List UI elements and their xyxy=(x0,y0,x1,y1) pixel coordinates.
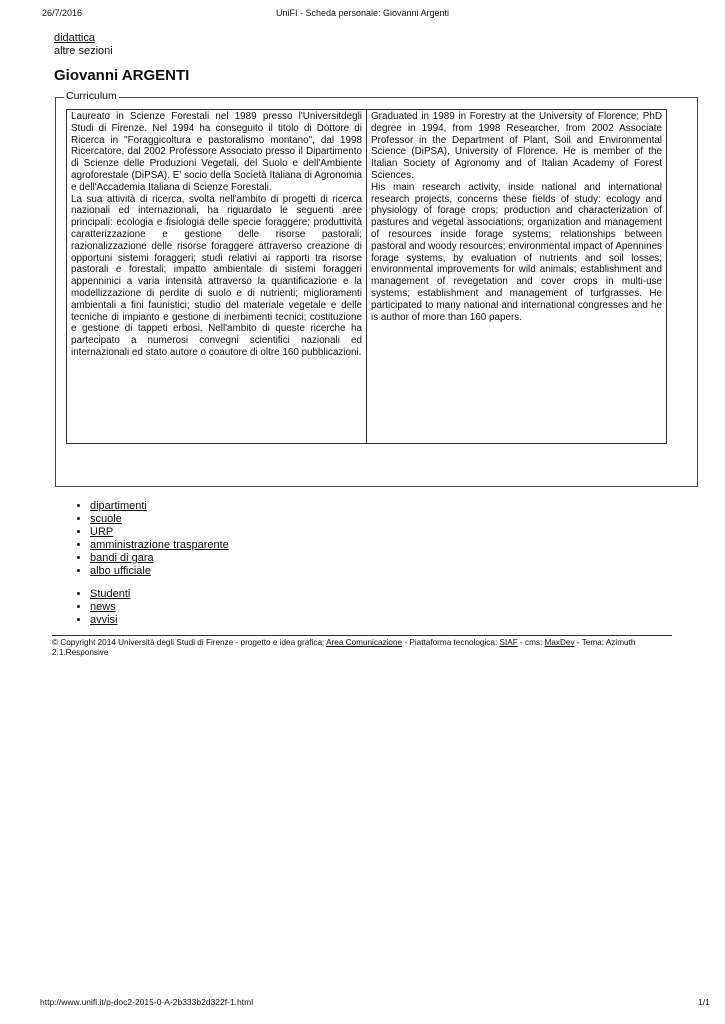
person-name: Giovanni ARGENTI xyxy=(54,67,190,84)
curriculum-italian-cell xyxy=(67,110,367,443)
footer-divider xyxy=(52,635,672,636)
altre-sezioni-label: altre sezioni xyxy=(54,45,113,57)
nav-item-studenti xyxy=(90,588,130,601)
nav-item-news xyxy=(90,601,130,614)
nav-link-amministrazione-trasparente[interactable]: amministrazione trasparente xyxy=(90,539,229,551)
print-page-number: 1/1 xyxy=(698,997,710,1007)
primary-nav-list xyxy=(74,500,229,578)
footer-link-area-comunicazione[interactable]: Area Comunicazione xyxy=(326,638,403,647)
nav-link-albo-ufficiale[interactable]: albo ufficiale xyxy=(90,565,151,577)
copyright-footer xyxy=(52,638,677,658)
curriculum-italian-paragraph-2: La sua attività di ricerca, svolta nell'ambito di progetti di ricerca nazionali ed internazionali, ha riguardato le seguenti aree principali: ecologia e fisiologia delle specie foraggere; produttività caratterizzazione e gestione delle risorse pastorali; razionalizzazione delle risorse foraggere attraverso creazione di opportuni sistemi foraggeri; studi relativi ai rapporti tra risorse pastorali e forestali; impatto ambientale di sistemi foraggeri appenninici a varia intensità attraverso la quantificazione e la modellizzazione di perdite di suolo e di nutrienti; miglioramenti ambientali a fini faunistici; studio del materiale vegetale e delle tecniche di impianto e gestione di inerbimenti tecnici; costituzione e gestione di tappeti erbosi. Nell'ambito di queste ricerche ha partecipato a numerosi convegni scientifici nazionali ed internazionali ed stato autore o coautore di oltre 160 pubblicazioni. xyxy=(71,193,362,358)
footer-mid-text-1: - Piattaforma tecnologica: xyxy=(402,638,500,647)
curriculum-english-paragraph-1: Graduated in 1989 in Forestry at the University of Florence; PhD degree in 1994, from 1998 Researcher, from 2002 Associate Professor in the Department of Plant, Soil and Environmental Science (DiPSA), University of Florence. He is member of the Italian Society of Agronomy and of Italian Academy of Forest Sciences. xyxy=(371,111,662,181)
footer-prefix-text: © Copyright 2014 Università degli Studi di Firenze - progetto e idea grafica: xyxy=(52,638,327,647)
footer-mid-text-2: - cms: xyxy=(517,638,545,647)
curriculum-english-paragraph-2: His main research activity, inside national and international research projects, concerns these fields of study: ecology and physiology of forage crops; production and characterization of pastures and vegetal associations; organization and management of resources inside forage systems; relationships between pastoral and woody resources; environmental impact of Apennines forage systems, by evaluation of nutrients and soil losses; environmental improvements for wild animals; establishment and management of revegetation and cover crops in multi-use systems; establishment and management of turfgrasses. He participated to many national and international congresses and he is author of more than 160 papers. xyxy=(371,181,662,323)
curriculum-english-cell xyxy=(367,110,666,443)
nav-item-scuole xyxy=(90,513,229,526)
curriculum-table xyxy=(66,109,667,444)
curriculum-box xyxy=(55,90,698,487)
nav-item-bandi xyxy=(90,552,229,565)
nav-item-albo xyxy=(90,565,229,578)
nav-link-scuole[interactable]: scuole xyxy=(90,513,122,525)
print-date: 26/7/2016 xyxy=(42,8,83,18)
curriculum-italian-paragraph-1: Laureato in Scienze Forestali nel 1989 presso l'Universitdegli Studi di Firenze. Nel 1994 ha conseguito il titolo di Dottore di Ricerca in "Foraggicoltura e pastoralismo montano", dal 1998 Ricercatore, dal 2002 Professore Associato presso il Dipartimento di Scienze delle Produzioni Vegetali, del Suolo e dell'Ambiente agroforestale (DiPSA). E' socio della Società Italiana di Agronomia e dell'Accademia Italiana di Scienze Forestali. xyxy=(71,111,362,193)
print-title: UniFI - Scheda personale: Giovanni Argenti xyxy=(275,8,450,18)
nav-link-avvisi[interactable]: avvisi xyxy=(90,614,118,626)
footer-link-maxdev[interactable]: MaxDev xyxy=(544,638,575,647)
nav-item-urp xyxy=(90,526,229,539)
secondary-nav-list xyxy=(74,588,130,627)
nav-link-studenti[interactable]: Studenti xyxy=(90,588,131,600)
curriculum-legend: Curriculum xyxy=(66,90,117,102)
nav-item-dipartimenti xyxy=(90,500,229,513)
didattica-link[interactable]: didattica xyxy=(54,32,95,44)
nav-link-dipartimenti[interactable]: dipartimenti xyxy=(90,500,147,512)
nav-link-bandi-di-gara[interactable]: bandi di gara xyxy=(90,552,154,564)
nav-item-avvisi xyxy=(90,614,130,627)
nav-link-urp[interactable]: URP xyxy=(90,526,114,538)
nav-link-news[interactable]: news xyxy=(90,601,116,613)
footer-link-siaf[interactable]: SIAF xyxy=(499,638,518,647)
print-url: http://www.unifi.it/p-doc2-2015-0-A-2b333b2d322f-1.html xyxy=(40,997,254,1007)
nav-item-amministrazione xyxy=(90,539,229,552)
footer-suffix-text: - Tema: Azimuth 2.1.Responsive xyxy=(52,638,636,657)
